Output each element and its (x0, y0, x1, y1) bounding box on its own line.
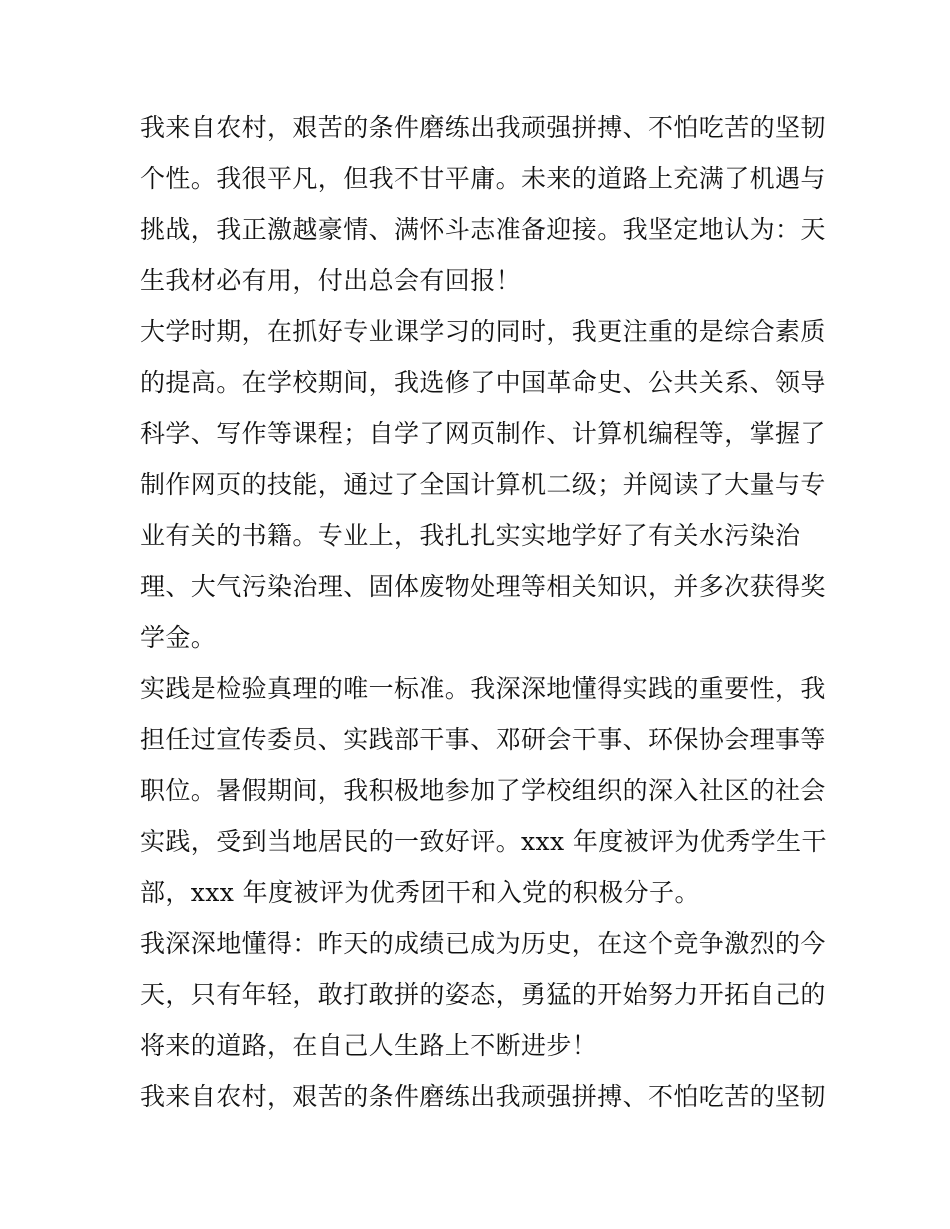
text-line: 部，xxx 年度被评为优秀团干和入党的积极分子。 (140, 878, 700, 907)
text-line: 制作网页的技能，通过了全国计算机二级；并阅读了大量与专 (140, 470, 826, 499)
text-line: 我来自农村，艰苦的条件磨练出我顽强拼搏、不怕吃苦的坚韧 (140, 113, 826, 142)
text-line: 职位。暑假期间，我积极地参加了学校组织的深入社区的社会 (140, 776, 826, 805)
text-line: 实践，受到当地居民的一致好评。xxx 年度被评为优秀学生干 (140, 827, 827, 856)
text-line: 科学、写作等课程；自学了网页制作、计算机编程等，掌握了 (140, 419, 826, 448)
text-line: 天，只有年轻，敢打敢拼的姿态，勇猛的开始努力开拓自己的 (140, 980, 826, 1009)
text-line: 担任过宣传委员、实践部干事、邓研会干事、环保协会理事等 (140, 725, 826, 754)
text-line: 我深深地懂得：昨天的成绩已成为历史，在这个竞争激烈的今 (140, 929, 826, 958)
text-line: 实践是检验真理的唯一标准。我深深地懂得实践的重要性，我 (140, 674, 826, 703)
text-line: 的提高。在学校期间，我选修了中国革命史、公共关系、领导 (140, 368, 826, 397)
text-line: 业有关的书籍。专业上，我扎扎实实地学好了有关水污染治 (140, 521, 801, 550)
text-line: 个性。我很平凡，但我不甘平庸。未来的道路上充满了机遇与 (140, 164, 826, 193)
text-line: 学金。 (140, 623, 217, 652)
text-line: 生我材必有用，付出总会有回报！ (140, 266, 522, 295)
text-line: 理、大气污染治理、固体废物处理等相关知识，并多次获得奖 (140, 572, 826, 601)
text-line: 我来自农村，艰苦的条件磨练出我顽强拼搏、不怕吃苦的坚韧 (140, 1082, 826, 1111)
text-line: 挑战，我正激越豪情、满怀斗志准备迎接。我坚定地认为：天 (140, 215, 826, 244)
text-line: 将来的道路，在自己人生路上不断进步！ (140, 1031, 598, 1060)
text-line: 大学时期，在抓好专业课学习的同时，我更注重的是综合素质 (140, 317, 826, 346)
